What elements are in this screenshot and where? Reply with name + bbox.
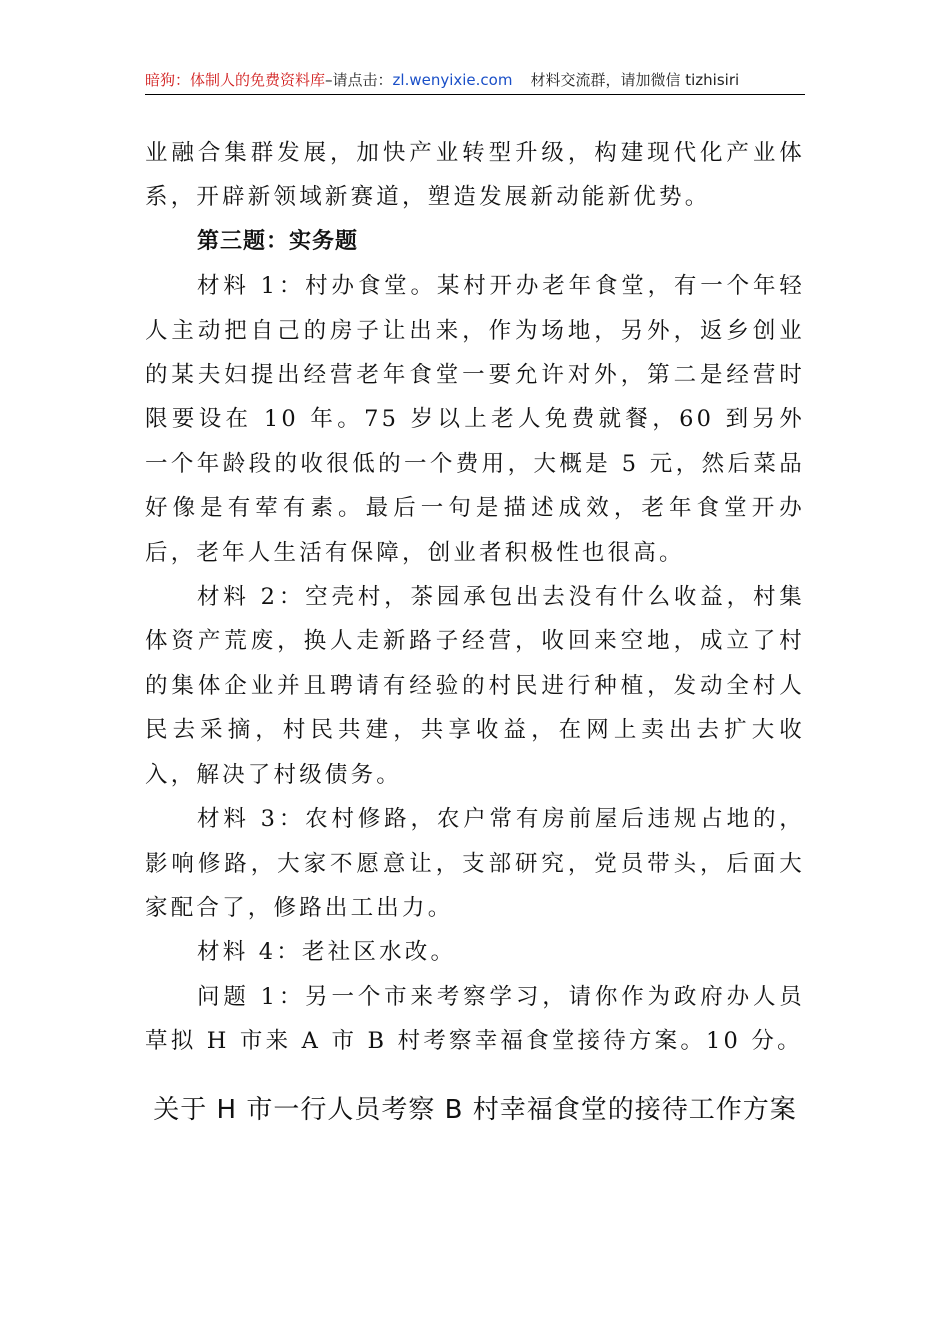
- material-4-paragraph: 材料 4：老社区水改。: [197, 939, 457, 966]
- question-1-paragraph: 问题 1：另一个市来考察学习，请你作为政府办人员草拟 H 市来 A 市 B 村考察幸福食堂接待方案。10 分。: [145, 983, 805, 1055]
- header-contact: 材料交流群，请加微信 tizhisiri: [530, 71, 740, 89]
- material-2-paragraph: 材料 2：空壳村，茶园承包出去没有什么收益，村集体资产荒废，换人走新路子经营，收回来空地，成立了村的集体企业并且聘请有经验的村民进行种植，发动全村人民去采摘，村民共建，共享收益，在网上卖出去扩大收入，解决了村级债务。: [145, 584, 805, 788]
- document-body: [145, 131, 805, 1064]
- header-link[interactable]: zl.wenyixie.com: [392, 71, 513, 89]
- material-3-paragraph: 材料 3：农村修路，农户常有房前屋后违规占地的，影响修路，大家不愿意让，支部研究，党员带头，后面大家配合了，修路出工出力。: [145, 806, 805, 921]
- intro-continuation: 业融合集群发展，加快产业转型升级，构建现代化产业体系，开辟新领域新赛道，塑造发展新动能新优势。: [145, 140, 805, 211]
- document-title: 关于 H 市一行人员考察 B 村幸福食堂的接待工作方案: [153, 1095, 797, 1125]
- header-brand: 暗狗：体制人的免费资料库: [145, 71, 326, 89]
- header-click-prompt: –请点击：: [325, 71, 393, 89]
- page-header: [145, 66, 805, 95]
- material-1-paragraph: 材料 1：村办食堂。某村开办老年食堂，有一个年轻人主动把自己的房子让出来，作为场地，另外，返乡创业的某夫妇提出经营老年食堂一要允许对外，第二是经营时限要设在 10 年。75 岁以上老人免费就餐，60 到另外一个年龄段的收很低的一个费用，大概是 5 元，然后菜品好像是有荤有素。最后一句是描述成效，老年食堂开办后，老年人生活有保障，创业者积极性也很高。: [145, 273, 805, 566]
- section-heading: 第三题：实务题: [197, 228, 359, 254]
